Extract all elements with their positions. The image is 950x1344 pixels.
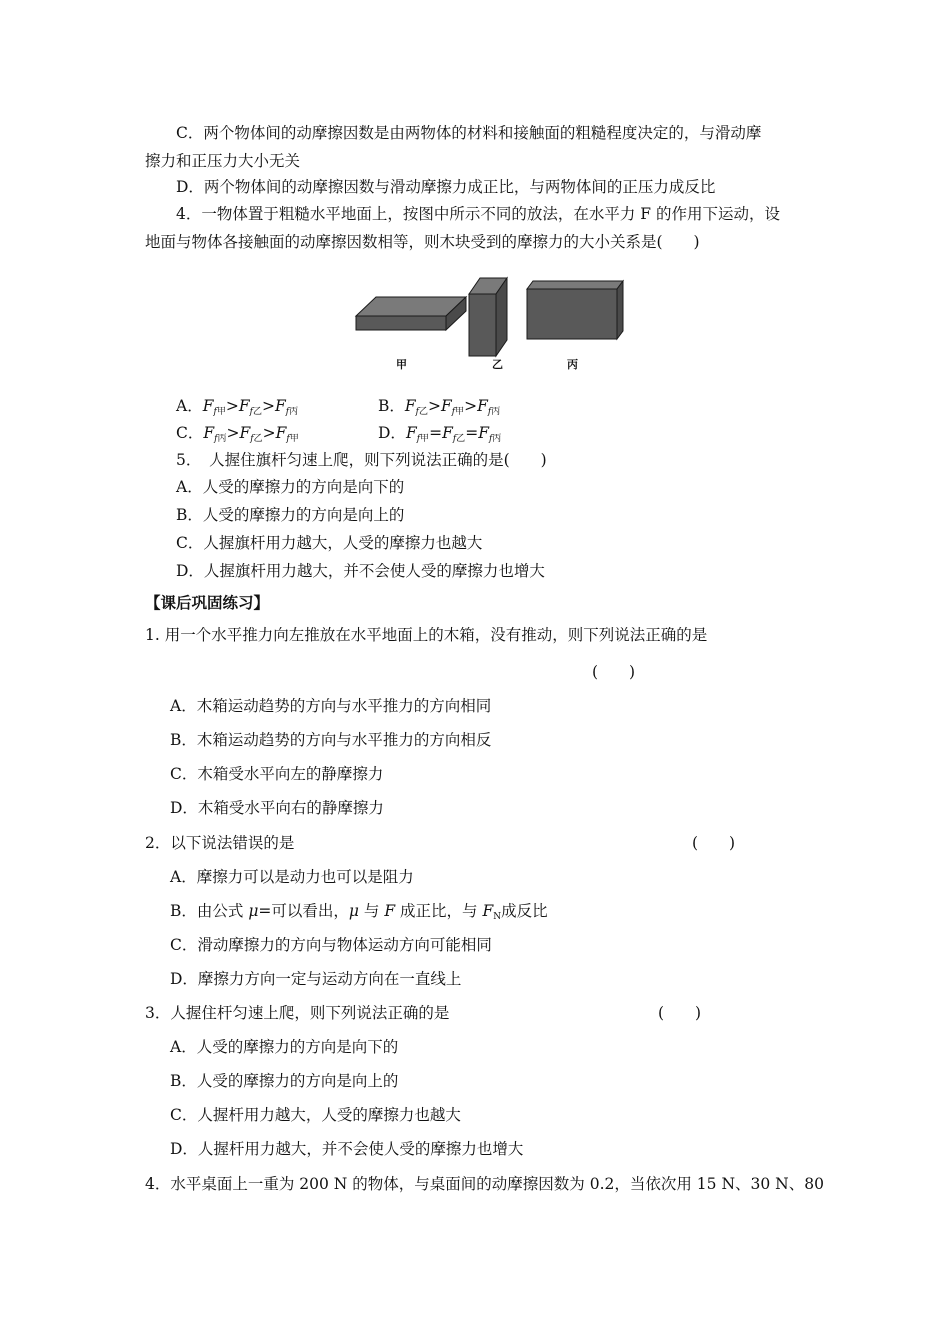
- p1-option-c: C．木箱受水平向左的静摩擦力: [170, 765, 384, 783]
- p1-option-b: B．木箱运动趋势的方向与水平推力的方向相反: [170, 731, 492, 749]
- q4-option-b: B．$F_{f乙}>F_{f甲}>F_{f丙}$: [378, 397, 501, 417]
- p4-stem: 4．水平桌面上一重为 200 N 的物体，与桌面间的动摩擦因数为 0.2，当依次用 15 N、30 N、80: [145, 1175, 824, 1193]
- p1-answer-paren: ( ): [592, 663, 636, 681]
- p1-stem: 1. 用一个水平推力向左推放在水平地面上的木箱，没有推动，则下列说法正确的是: [145, 626, 708, 644]
- p1-option-a: A．木箱运动趋势的方向与水平推力的方向相同: [170, 697, 492, 715]
- q5-option-c: C．人握旗杆用力越大，人受的摩擦力也越大: [176, 534, 483, 552]
- p1-option-d: D．木箱受水平向右的静摩擦力: [170, 799, 384, 817]
- figure-label-yi: 乙: [492, 358, 503, 371]
- p3-option-d: D．人握杆用力越大，并不会使人受的摩擦力也增大: [170, 1140, 524, 1158]
- q4-stem-line2: 地面与物体各接触面的动摩擦因数相等，则木块受到的摩擦力的大小关系是( ): [145, 233, 700, 251]
- p3-option-a: A．人受的摩擦力的方向是向下的: [170, 1038, 399, 1056]
- q4-option-d: D．$F_{f甲}=F_{f乙}=F_{f丙}$: [378, 424, 502, 444]
- p2-option-c: C．滑动摩擦力的方向与物体运动方向可能相同: [170, 936, 492, 954]
- q3-option-d: D．两个物体间的动摩擦因数与滑动摩擦力成正比，与两物体间的正压力成反比: [176, 178, 716, 196]
- q5-option-a: A．人受的摩擦力的方向是向下的: [176, 478, 405, 496]
- q3-option-c-line2: 擦力和正压力大小无关: [145, 152, 301, 170]
- block-jia: [356, 297, 466, 330]
- p2-answer-paren: ( ): [692, 834, 736, 852]
- p3-stem: 3．人握住杆匀速上爬，则下列说法正确的是: [145, 1004, 450, 1022]
- figure-label-jia: 甲: [396, 358, 407, 371]
- q5-option-b: B．人受的摩擦力的方向是向上的: [176, 506, 405, 524]
- section-title: 【课后巩固练习】: [145, 593, 270, 612]
- p2-option-a: A．摩擦力可以是动力也可以是阻力: [170, 868, 414, 886]
- q5-stem: 5． 人握住旗杆匀速上爬，则下列说法正确的是( ): [176, 451, 547, 469]
- p3-option-c: C．人握杆用力越大，人受的摩擦力也越大: [170, 1106, 461, 1124]
- q3-option-c-line1: C．两个物体间的动摩擦因数是由两物体的材料和接触面的粗糙程度决定的，与滑动摩: [176, 124, 762, 142]
- q4-option-c: C．$F_{f丙}>F_{f乙}>F_{f甲}$: [176, 424, 299, 444]
- q4-block-figure: [350, 272, 640, 374]
- p3-option-b: B．人受的摩擦力的方向是向上的: [170, 1072, 399, 1090]
- block-bing: [527, 281, 623, 339]
- q4-stem-line1: 4．一物体置于粗糙水平地面上，按图中所示不同的放法，在水平力 F 的作用下运动，设: [176, 205, 780, 223]
- p3-answer-paren: ( ): [658, 1004, 702, 1022]
- p2-option-b: B．由公式 μ=可以看出，μ 与 F 成正比，与 $F_N$成反比: [170, 902, 548, 922]
- figure-label-bing: 丙: [567, 358, 578, 371]
- block-yi: [469, 278, 507, 356]
- q5-option-d: D．人握旗杆用力越大，并不会使人受的摩擦力也增大: [176, 562, 545, 580]
- p2-option-d: D．摩擦力方向一定与运动方向在一直线上: [170, 970, 462, 988]
- q4-option-a: A．$F_{f甲}>F_{f乙}>F_{f丙}$: [176, 397, 299, 417]
- p2-stem: 2．以下说法错误的是: [145, 834, 295, 852]
